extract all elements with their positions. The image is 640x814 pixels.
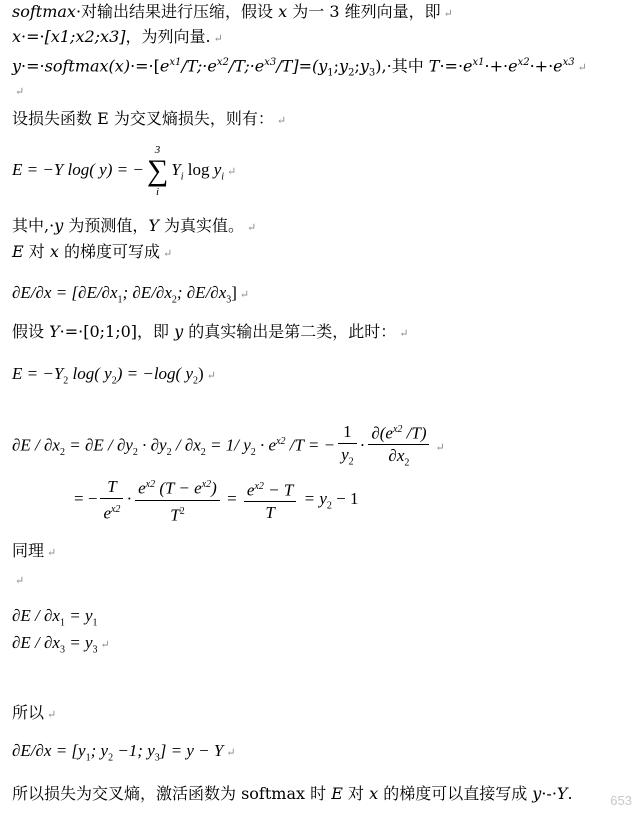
eq4-d: / ∂x	[171, 435, 201, 455]
eq5-tail: = y	[299, 489, 327, 508]
eq7-s2: 3	[92, 644, 98, 656]
softmax-term: softmax	[12, 2, 76, 21]
l3-o: y	[359, 56, 369, 76]
text-line-4	[12, 109, 286, 131]
eq8-c: −1; y	[113, 741, 155, 760]
l3-n: ;	[354, 56, 360, 76]
paragraph-mark: ↵	[100, 639, 110, 651]
eq4-b: = ∂E / ∂y	[64, 435, 133, 455]
equation-x3	[12, 633, 110, 660]
text-line-5	[12, 216, 256, 238]
eq1-Y: Y	[171, 160, 181, 179]
paragraph-mark: ↵	[239, 289, 250, 301]
l5-1: 其中,·	[12, 216, 55, 235]
l3-i: e	[254, 56, 265, 76]
text-line-3	[12, 53, 587, 84]
l3-c: softmax(x)	[44, 56, 131, 76]
l3-l: ;	[333, 56, 340, 76]
eq1-lhs: E = −Y log( y) = −	[12, 160, 144, 179]
line9-text: 所以	[12, 703, 45, 722]
eq6-b: = y	[64, 606, 93, 625]
paragraph-mark: ↵	[276, 114, 287, 127]
l3-x: e	[553, 56, 563, 76]
eq8-a: ∂E/∂x = [y	[12, 741, 86, 760]
eq4-s2: 2	[132, 447, 138, 459]
l3-k-sub: 1	[327, 67, 334, 79]
eq4-s3: 2	[166, 447, 172, 459]
l3-g: e	[207, 56, 217, 76]
line4-text: 设损失函数 E 为交叉熵损失，则有：	[12, 109, 274, 128]
eq5-f2-den-sup: 2	[179, 505, 185, 517]
sum-lower: i	[155, 186, 160, 199]
l7-3: ·=·[0;1;0]，即	[59, 322, 175, 341]
paragraph-mark: ↵	[227, 166, 237, 178]
eq5-f3-sup: x2	[254, 480, 264, 492]
l10-1: 所以损失为交叉熵，激活函数为 softmax 时	[12, 784, 332, 803]
l3-j: /T]=(	[276, 56, 319, 76]
paragraph-mark: ↵	[47, 708, 57, 721]
paragraph-mark: ↵	[206, 370, 216, 382]
eq4-c: · ∂y	[137, 435, 167, 455]
frac-den	[338, 444, 357, 472]
eq5-f2-b: (T − e	[155, 478, 202, 498]
l3-v-sup: x2	[517, 57, 530, 68]
line8-text: 同理	[12, 541, 45, 560]
l10-7: ·-·	[541, 784, 557, 803]
eq3-s2: 2	[111, 375, 117, 387]
eq6-a: ∂E / ∂x	[12, 606, 60, 625]
line1-text-2: 为一 3 维列向量，即	[287, 2, 441, 21]
f2-den-sub: 2	[404, 457, 410, 469]
eq5-f1-den-e: e	[103, 503, 111, 523]
eq5-f2-c: )	[211, 478, 217, 498]
l10-3: 对	[342, 784, 370, 803]
l6-4: 的梯度可写成	[58, 242, 160, 261]
frac-den-y: y	[341, 444, 349, 464]
eq4-s5: 2	[250, 447, 256, 459]
line2-eq: ·=·	[21, 27, 45, 46]
eq4-g: /T = −	[285, 435, 336, 455]
l3-p: )	[375, 56, 382, 76]
l5-3: 为预测值，	[63, 216, 149, 235]
equation-final-gradient	[12, 741, 236, 768]
paragraph-mark: ↵	[443, 7, 453, 20]
eq5-f2-sup2: x2	[201, 478, 212, 490]
eq8-d: ] = y − Y	[159, 741, 224, 760]
eq6-s2: 1	[92, 617, 98, 629]
line1-var-x: x	[278, 2, 288, 21]
eq4-a: ∂E / ∂x	[12, 435, 60, 455]
l3-m: y	[339, 56, 349, 76]
eq5-eq: =	[222, 489, 241, 508]
eq5-f2-num	[135, 475, 220, 501]
sum-upper: 3	[154, 144, 161, 157]
empty-line	[12, 80, 24, 102]
text-line-2	[12, 27, 223, 49]
l5-5: 为真实值。	[158, 216, 244, 235]
l3-h: /T;·	[228, 56, 255, 76]
eq5-f1-den	[100, 499, 123, 524]
eq8-s2: 2	[108, 752, 114, 764]
eq5-a: = −	[74, 489, 98, 508]
l3-t: e	[463, 56, 473, 76]
line2-var: x	[12, 27, 22, 46]
frac2-num	[368, 420, 429, 446]
eq8-s3: 3	[154, 752, 160, 764]
l3-e-sup: x1	[169, 57, 182, 68]
eq1-y: y	[213, 160, 222, 179]
paragraph-mark: ↵	[435, 441, 445, 454]
paragraph-mark: ↵	[246, 221, 257, 234]
l7-4: y	[174, 322, 184, 341]
l10-4: x	[369, 784, 379, 803]
l6-3: x	[49, 242, 59, 261]
l3-a: y	[12, 56, 22, 76]
l3-i-sup: x3	[264, 57, 277, 68]
eq7-b: = y	[64, 633, 93, 652]
eq4-sup: x2	[276, 436, 286, 447]
l3-b: ·=·	[21, 56, 45, 76]
l6-1: E	[12, 242, 24, 261]
paragraph-mark: ↵	[213, 32, 223, 45]
eq2-s1: 1	[117, 294, 123, 306]
fraction-middle	[135, 475, 220, 525]
l10-6: y	[532, 784, 542, 803]
eq5-f3-den: T	[265, 503, 275, 523]
eq5-tail2: − 1	[331, 489, 359, 508]
eq5-f2-den	[135, 501, 220, 526]
paragraph-mark: ↵	[577, 61, 587, 75]
eq1-log: log	[183, 160, 214, 179]
f2-num-a: ∂(e	[371, 423, 393, 443]
l3-t-sup: x1	[472, 57, 485, 68]
eq3-d: )	[198, 364, 204, 383]
paragraph-mark: ↵	[226, 747, 236, 759]
paragraph-mark: ↵	[163, 247, 173, 260]
watermark: 653	[610, 793, 632, 808]
equation-derivative-x2	[12, 418, 445, 477]
eq8-b: ; y	[90, 741, 109, 760]
l3-w: ·+·	[529, 56, 554, 76]
eq2-b: ; ∂E/∂x	[122, 283, 172, 302]
eq5-f1-den-sup: x2	[110, 503, 121, 515]
empty-line	[12, 569, 24, 591]
l7-1: 假设	[12, 322, 50, 341]
l7-2: Y	[49, 322, 60, 341]
eq5-f2-sup1: x2	[145, 478, 156, 490]
eq3-c: ) = −log( y	[116, 364, 194, 383]
eq4-f: · e	[255, 435, 277, 455]
eq5-f1-num: T	[100, 477, 123, 499]
fraction-right	[244, 477, 296, 524]
eq5-tail-sub: 2	[326, 500, 332, 512]
eq6-s1: 1	[59, 617, 65, 629]
fraction-T-over-e	[100, 477, 123, 524]
eq7-s1: 3	[59, 644, 65, 656]
paragraph-mark: ↵	[15, 574, 25, 587]
eq2-s2: 2	[171, 294, 177, 306]
line2-vector: [x1;x2;x3]	[44, 27, 126, 46]
l5-4: Y	[148, 216, 159, 235]
l10-9: .	[567, 784, 573, 803]
l3-f: /T;·	[181, 56, 208, 76]
l5-2: y	[54, 216, 64, 235]
l3-e: e	[159, 56, 170, 76]
l10-8: Y	[556, 784, 568, 803]
eq5-f2-a: e	[138, 478, 146, 498]
eq4-s4: 2	[200, 447, 206, 459]
equation-simplified	[74, 474, 358, 531]
l10-5: 的梯度可以直接写成	[378, 784, 533, 803]
l3-k: y	[318, 56, 328, 76]
l3-q: ,·其中	[381, 56, 429, 76]
eq5-f3-a: e	[246, 480, 255, 500]
text-line-6	[12, 242, 172, 264]
f2-num-b: /T)	[402, 423, 427, 443]
summation	[147, 144, 168, 198]
eq4-s1: 2	[59, 447, 65, 459]
equation-x1	[12, 606, 98, 633]
paragraph-mark: ↵	[15, 85, 25, 98]
fraction-partial	[368, 420, 429, 474]
frac-den-sub: 2	[348, 455, 354, 467]
eq1-y-sub: i	[221, 171, 225, 183]
eq3-s3: 2	[193, 375, 199, 387]
paragraph-mark: ↵	[399, 327, 409, 340]
text-line-10	[12, 784, 573, 804]
eq2-c: ; ∂E/∂x	[176, 283, 227, 302]
equation-cross-entropy	[12, 142, 236, 205]
equation-gradient	[12, 283, 249, 310]
eq1-Y-sub: i	[180, 171, 184, 183]
line2-text: ，为列向量.	[125, 27, 211, 46]
text-line-8	[12, 541, 56, 563]
eq2-a: ∂E/∂x = [∂E/∂x	[12, 283, 118, 302]
eq5-f3-num	[244, 477, 296, 503]
eq5-f3-b: − T	[263, 480, 294, 500]
l7-5: 的真实输出是第二类，此时：	[183, 322, 397, 341]
eq4-e: = 1/ y	[205, 435, 251, 455]
eq2-s3: 3	[226, 294, 232, 306]
eq5-f2-den-T: T	[170, 505, 180, 525]
eq2-d: ]	[231, 283, 237, 302]
eq3-b: log( y	[68, 364, 112, 383]
text-line-7	[12, 322, 409, 344]
line1-text: ·对输出结果进行压缩，假设	[75, 2, 279, 21]
l10-2: E	[331, 784, 343, 803]
equation-loss-case	[12, 364, 216, 391]
l3-v: e	[508, 56, 518, 76]
eq3-a: E = −Y	[12, 364, 64, 383]
text-line-1	[12, 2, 453, 24]
l3-u: ·+·	[484, 56, 509, 76]
l6-2: 对	[23, 242, 50, 261]
l3-g-sup: x2	[216, 57, 229, 68]
sigma-symbol: ∑	[146, 154, 169, 188]
eq4-dot: ·	[359, 435, 366, 455]
fraction-1-over-y2	[338, 422, 357, 472]
paragraph-mark: ↵	[47, 546, 57, 559]
f2-den: ∂x	[388, 446, 405, 466]
frac2-den	[368, 445, 429, 473]
l3-d: ·=·[	[130, 56, 160, 76]
l3-o-sub: 3	[368, 67, 376, 79]
frac-num: 1	[338, 422, 357, 444]
l3-s: ·=·	[439, 56, 464, 76]
eq7-a: ∂E / ∂x	[12, 633, 60, 652]
f2-num-sup: x2	[392, 423, 403, 435]
l3-m-sub: 2	[348, 67, 355, 79]
l3-x-sup: x3	[562, 57, 575, 68]
l3-r: T	[428, 56, 440, 76]
eq3-s1: 2	[63, 375, 69, 387]
text-line-9	[12, 703, 56, 725]
eq8-s1: 1	[85, 752, 91, 764]
eq5-dot: ·	[126, 489, 133, 508]
